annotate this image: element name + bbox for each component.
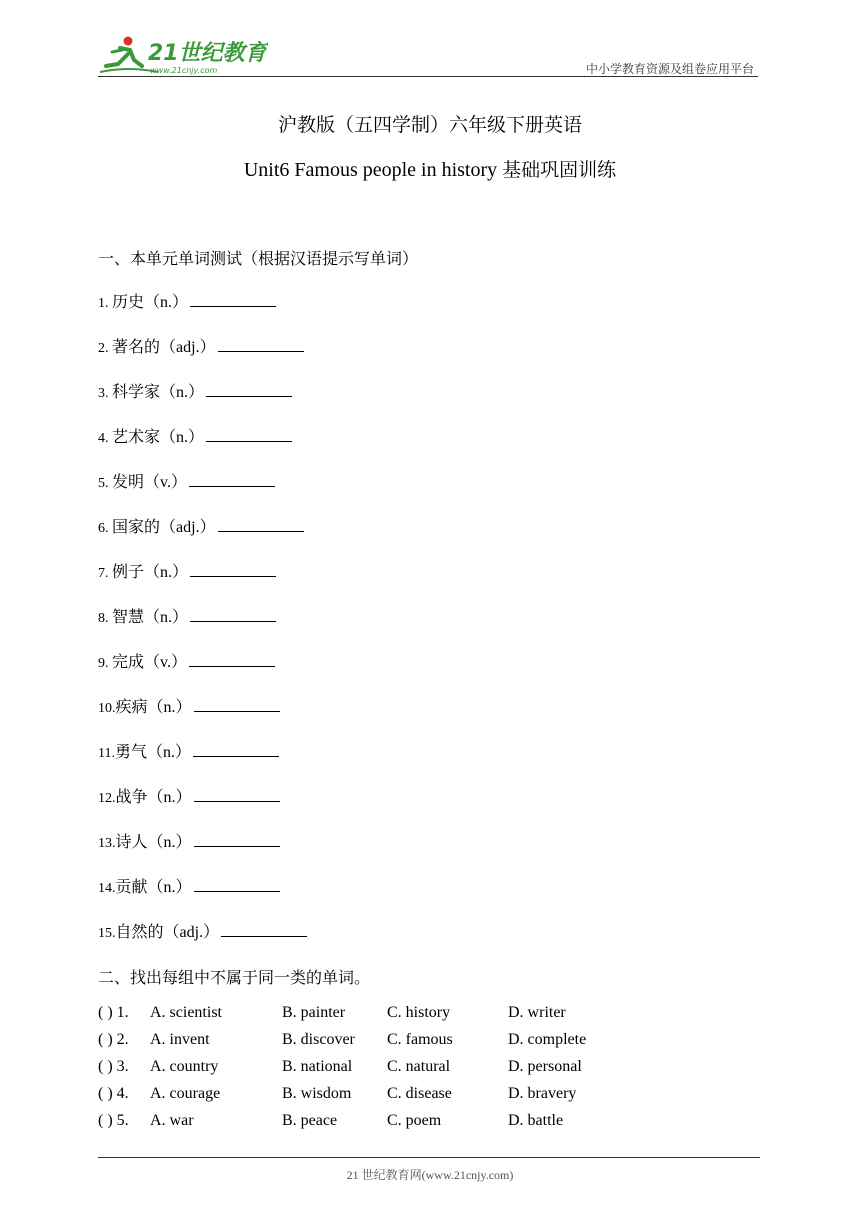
footer-divider	[98, 1157, 760, 1158]
option-c: C. disease	[387, 1085, 452, 1102]
option-c: C. famous	[387, 1031, 453, 1048]
answer-blank[interactable]	[189, 472, 275, 487]
option-a: A. country	[150, 1058, 219, 1075]
choice-row	[98, 1002, 718, 1024]
option-b: B. national	[282, 1058, 353, 1075]
option-b: B. discover	[282, 1031, 355, 1048]
option-a: A. courage	[150, 1085, 221, 1102]
subtitle-english: Unit6 Famous people in history	[243, 159, 503, 181]
question-item: 8. 智慧（n.）	[98, 606, 276, 628]
question-item: 5. 发明（v.）	[98, 471, 275, 493]
option-d: D. writer	[508, 1004, 566, 1021]
question-item: 14.贡献（n.）	[98, 876, 280, 898]
option-c: C. poem	[387, 1112, 442, 1129]
question-item: 7. 例子（n.）	[98, 561, 276, 583]
answer-blank[interactable]	[206, 427, 292, 442]
option-b: B. peace	[282, 1112, 338, 1129]
option-b: B. wisdom	[282, 1085, 352, 1102]
logo-text: 21世纪教育	[148, 41, 267, 66]
answer-bracket[interactable]: ( ) 4.	[98, 1085, 129, 1102]
question-item: 10.疾病（n.）	[98, 696, 280, 718]
header-tagline: 中小学教育资源及组卷应用平台	[585, 62, 754, 76]
question-item: 13.诗人（n.）	[98, 831, 280, 853]
option-a: A. war	[150, 1112, 194, 1129]
answer-blank[interactable]	[193, 742, 279, 757]
option-a: A. scientist	[150, 1004, 222, 1021]
header-divider	[98, 76, 758, 77]
answer-blank[interactable]	[194, 877, 280, 892]
section-1-heading: 一、本单元单词测试（根据汉语提示写单词）	[98, 249, 419, 268]
answer-blank[interactable]	[218, 337, 304, 352]
answer-blank[interactable]	[189, 652, 275, 667]
option-d: D. complete	[508, 1031, 587, 1048]
answer-bracket[interactable]: ( ) 3.	[98, 1058, 129, 1075]
question-item: 1. 历史（n.）	[98, 291, 276, 313]
answer-bracket[interactable]: ( ) 5.	[98, 1112, 129, 1129]
option-c: C. natural	[387, 1058, 451, 1075]
choice-row	[98, 1056, 718, 1078]
answer-bracket[interactable]: ( ) 1.	[98, 1004, 129, 1021]
option-d: D. battle	[508, 1112, 564, 1129]
answer-blank[interactable]	[194, 787, 280, 802]
answer-blank[interactable]	[218, 517, 304, 532]
answer-blank[interactable]	[190, 292, 276, 307]
question-item: 4. 艺术家（n.）	[98, 426, 292, 448]
answer-bracket[interactable]: ( ) 2.	[98, 1031, 129, 1048]
option-d: D. personal	[508, 1058, 582, 1075]
page-subtitle	[0, 155, 860, 182]
answer-blank[interactable]	[190, 562, 276, 577]
question-item: 15.自然的（adj.）	[98, 921, 307, 943]
option-a: A. invent	[150, 1031, 210, 1048]
page-footer: 21 世纪教育网(www.21cnjy.com)	[346, 1168, 514, 1182]
subtitle-chinese: 基础巩固训练	[502, 159, 617, 181]
logo	[98, 32, 268, 76]
answer-blank[interactable]	[206, 382, 292, 397]
option-d: D. bravery	[508, 1085, 577, 1102]
page-header	[98, 30, 758, 76]
answer-blank[interactable]	[194, 832, 280, 847]
question-item: 2. 著名的（adj.）	[98, 336, 304, 358]
page-title: 沪教版（五四学制）六年级下册英语	[277, 114, 582, 136]
question-item: 12.战争（n.）	[98, 786, 280, 808]
section-2-heading: 二、找出每组中不属于同一类的单词。	[98, 968, 371, 987]
question-item: 3. 科学家（n.）	[98, 381, 292, 403]
question-item: 11.勇气（n.）	[98, 741, 279, 763]
question-item: 9. 完成（v.）	[98, 651, 275, 673]
choice-row	[98, 1083, 718, 1105]
option-b: B. painter	[282, 1004, 346, 1021]
logo-url: www.21cnjy.com	[150, 66, 218, 75]
option-c: C. history	[387, 1004, 451, 1021]
answer-blank[interactable]	[221, 922, 307, 937]
question-item: 6. 国家的（adj.）	[98, 516, 304, 538]
choice-row	[98, 1110, 718, 1132]
answer-blank[interactable]	[194, 697, 280, 712]
answer-blank[interactable]	[190, 607, 276, 622]
choice-row	[98, 1029, 718, 1051]
